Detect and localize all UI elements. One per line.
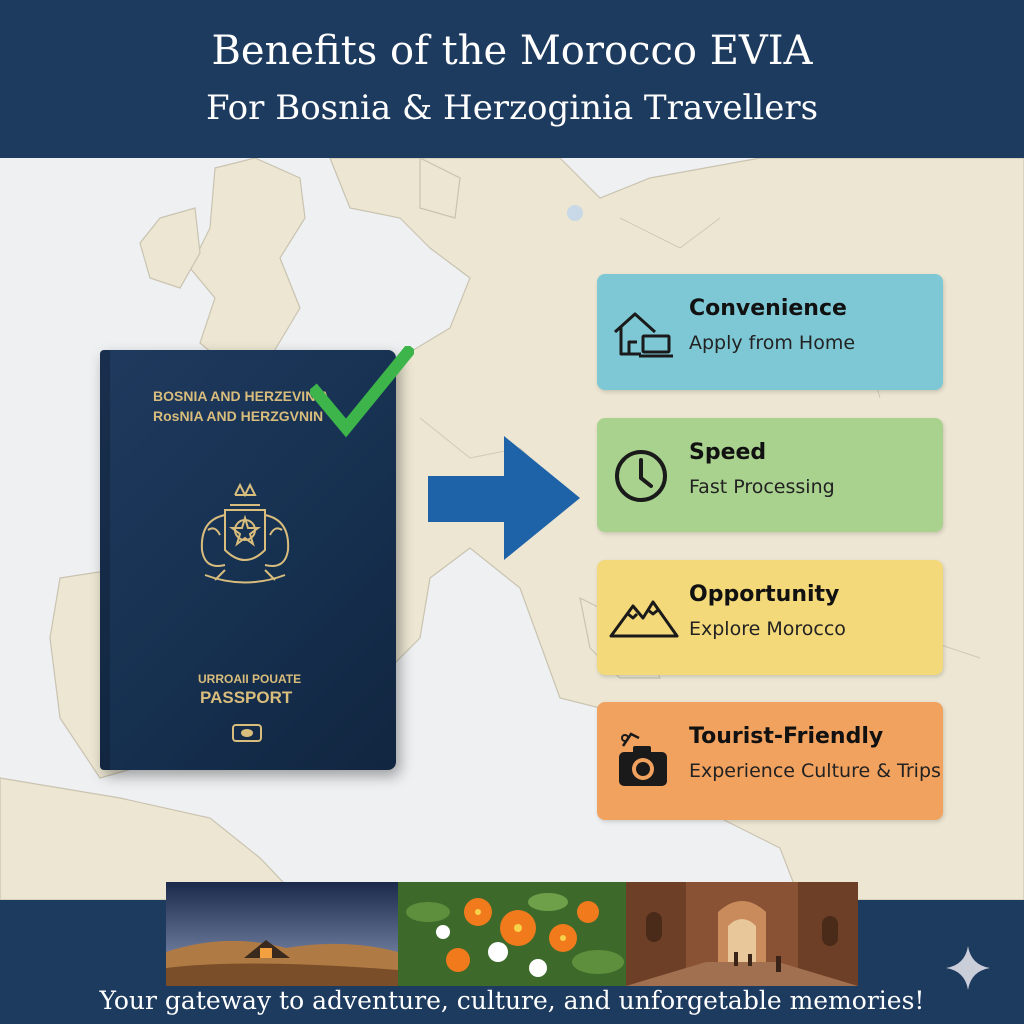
benefit-title: Speed bbox=[689, 440, 767, 465]
benefit-card-convenience bbox=[597, 274, 943, 390]
crest-icon bbox=[180, 470, 310, 600]
page-subtitle: For Bosnia & Herzoginia Travellers bbox=[205, 88, 819, 128]
home-laptop-icon bbox=[609, 298, 679, 368]
benefit-title: Opportunity bbox=[689, 582, 840, 607]
passport-label: PASSPORT bbox=[200, 688, 293, 707]
benefit-card-opportunity bbox=[597, 560, 943, 675]
clock-icon bbox=[609, 442, 679, 512]
mountain-icon bbox=[609, 584, 679, 654]
arrow-right-icon bbox=[428, 436, 580, 560]
passport-spine bbox=[100, 350, 110, 770]
benefit-title: Tourist-Friendly bbox=[689, 724, 884, 749]
sparkle-icon bbox=[944, 944, 992, 992]
header-banner bbox=[0, 0, 1024, 158]
biometric-chip-icon bbox=[232, 724, 262, 742]
passport-country-line: BOSNIA AND HERZEVINIA bbox=[153, 388, 330, 404]
checkmark-icon bbox=[310, 346, 414, 438]
footer-tagline: Your gateway to adventure, culture, and unforgetable memories! bbox=[99, 986, 925, 1015]
benefit-subtitle: Experience Culture & Trips bbox=[689, 760, 941, 782]
camera-icon bbox=[609, 726, 679, 796]
desert-camp-photo bbox=[166, 882, 398, 986]
benefit-card-tourist-friendly bbox=[597, 702, 943, 820]
benefit-card-speed bbox=[597, 418, 943, 532]
page-title: Benefits of the Morocco EVIA bbox=[211, 28, 813, 74]
benefit-subtitle: Apply from Home bbox=[689, 332, 856, 354]
benefit-title: Convenience bbox=[689, 296, 847, 321]
benefit-subtitle: Explore Morocco bbox=[689, 618, 846, 640]
passport-country-line-secondary: RosNIA AND HERZGVNIN bbox=[153, 408, 324, 424]
passport-type-line: URROAII POUATE bbox=[198, 672, 302, 686]
medina-street-photo bbox=[626, 882, 858, 986]
orange-blossom-photo bbox=[398, 882, 626, 986]
benefit-subtitle: Fast Processing bbox=[689, 476, 835, 498]
